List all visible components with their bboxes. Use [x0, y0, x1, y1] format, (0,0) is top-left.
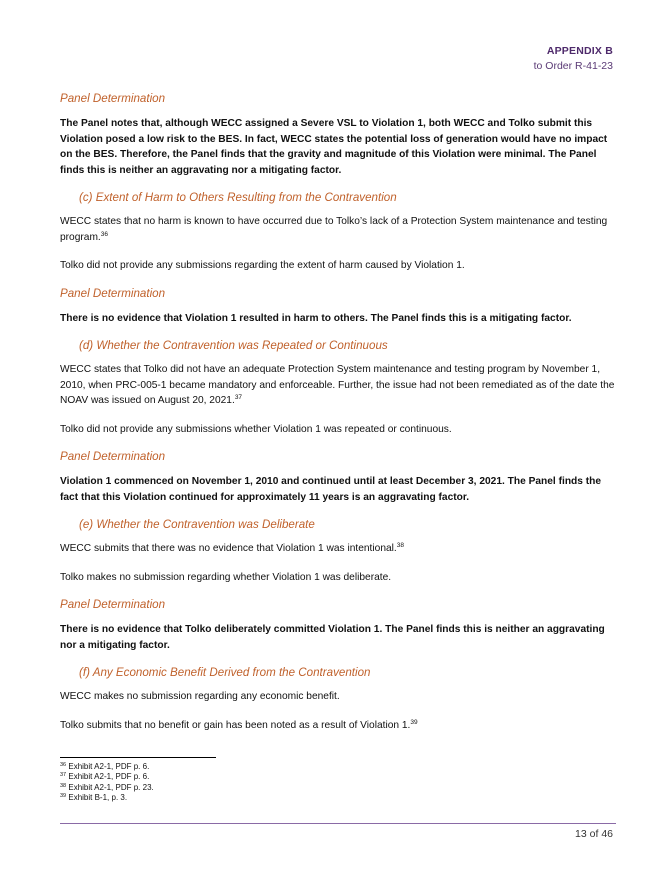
paragraph-d1: WECC states that Tolko did not have an adequate Protection System maintenance and testing program by November 1, 2010, when PRC-005-1 became mandatory and enforceable. Further, the issue had not been remediated as of the date the NOAV was issued on August 20, 2021.37 — [60, 364, 615, 406]
order-reference: to Order R-41-23 — [533, 60, 613, 72]
paragraph-e1: WECC submits that there was no evidence that Violation 1 was intentional.$^{38}$ — [60, 542, 404, 554]
footnote-ref[interactable]: 37 — [234, 394, 243, 401]
footnote: $^{39}$ Exhibit B-1, p. 3. — [60, 793, 128, 803]
body-content — [60, 92, 616, 746]
footer-divider — [60, 823, 616, 824]
paragraph-c1: WECC states that no harm is known to have occurred due to Tolko’s lack of a Protection System maintenance and testing program.$^{36}$ — [60, 216, 608, 243]
footnote: $^{36}$ Exhibit A2-1, PDF p. 6. — [60, 762, 150, 771]
paragraph-f2: Tolko submits that no benefit or gain has been noted as a result of Violation 1.39 — [60, 718, 418, 731]
appendix-title: APPENDIX B — [546, 45, 613, 57]
page-number: 13 of 46 — [575, 828, 613, 840]
footnotes — [60, 762, 154, 804]
footnote-ref[interactable]: 36 — [100, 230, 108, 238]
panel-determination-heading: Panel Determination — [60, 92, 166, 105]
section-heading-e: (e) Whether the Contravention was Deliberate — [79, 518, 315, 531]
footnote-ref[interactable]: 39 — [410, 718, 418, 726]
paragraph-e2: Tolko makes no submission regarding whether Violation 1 was deliberate. — [60, 571, 392, 583]
footnote: $^{38}$ Exhibit A2-1, PDF p. 23. — [60, 782, 154, 792]
panel-determination-heading: Panel Determination — [60, 450, 166, 463]
page-header — [534, 45, 613, 72]
section-heading-c: (c) Extent of Harm to Others Resulting from the Contravention — [79, 191, 397, 204]
paragraph-f1: WECC makes no submission regarding any economic benefit. — [60, 691, 340, 702]
footnote-divider — [60, 757, 216, 758]
panel-determination-text: There is no evidence that Violation 1 resulted in harm to others. The Panel finds this is a mitigating factor. — [60, 312, 572, 324]
paragraph-c2: Tolko did not provide any submissions regarding the extent of harm caused by Violation 1. — [60, 260, 465, 271]
section-heading-d: (d) Whether the Contravention was Repeated or Continuous — [79, 339, 388, 352]
footnote: $^{37}$ Exhibit A2-1, PDF p. 6. — [60, 772, 150, 782]
panel-determination-heading: Panel Determination — [60, 598, 166, 611]
panel-determination-text: Violation 1 commenced on November 1, 2010 and continued until at least December 3, 2021. The Panel finds the fact that this Violation continued for approximately 11 years is an aggravating factor. — [60, 476, 602, 503]
section-heading-f: (f) Any Economic Benefit Derived from the Contravention — [79, 666, 371, 679]
panel-determination-heading: Panel Determination — [60, 286, 166, 300]
panel-determination-text: There is no evidence that Tolko deliberately committed Violation 1. The Panel finds this is neither an aggravating nor a mitigating factor. — [60, 624, 605, 651]
paragraph-d2: Tolko did not provide any submissions whether Violation 1 was repeated or continuous. — [60, 423, 452, 435]
panel-determination-text: The Panel notes that, although WECC assigned a Severe VSL to Violation 1, both WECC and Tolko submit this Violation posed a low risk to the BES. In fact, WECC states the potential loss of generation would have no impact on the BES. Therefore, the Panel finds that the gravity and magnitude of this Violation were minimal. The Panel finds this is neither an aggravating nor a mitigating factor. — [60, 118, 608, 176]
footnote-ref[interactable]: 38 — [396, 542, 404, 549]
